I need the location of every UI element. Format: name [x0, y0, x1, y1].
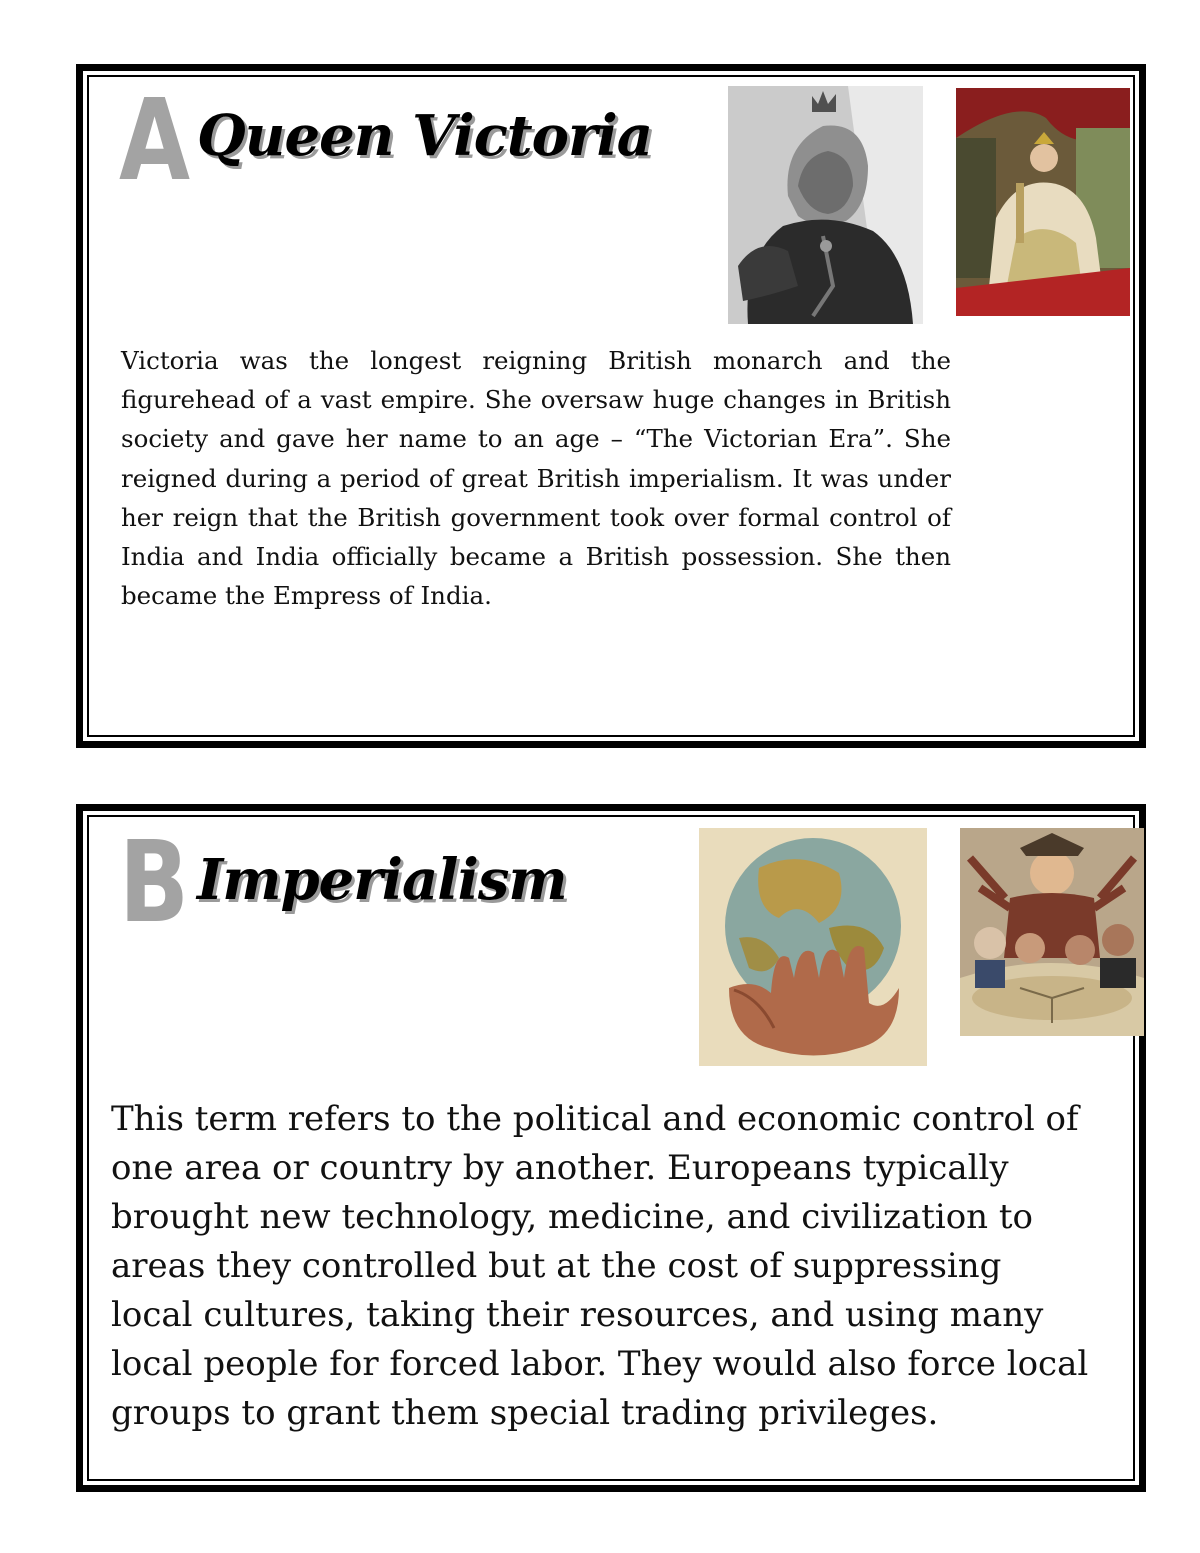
card-letter: A: [119, 76, 191, 206]
queen-victoria-portrait-painting: [956, 88, 1130, 316]
card-body-text: Victoria was the longest reigning British monarch and the figurehead of a vast empire. She oversaw huge changes in British society and gave her name to an age – “The Victorian Era”. She reigned during a period of great British imperialism. It was under her reign that the British government took over formal control of India and India officially became a British possession. She then became the Empress of India.: [121, 346, 951, 611]
card-title: Queen Victoria: [197, 103, 653, 169]
card-title: Imperialism: [197, 847, 567, 913]
card-queen-victoria: [76, 64, 1146, 748]
queen-victoria-photo: [728, 86, 923, 324]
imperialism-cartoon-image: [960, 828, 1144, 1036]
globe-in-hand-image: [699, 828, 927, 1066]
card-imperialism: [76, 804, 1146, 1492]
card-letter: B: [119, 818, 190, 948]
card-body-text: This term refers to the political and economic control of one area or country by another. Europeans typically brought new technology, medicine, and civilization to areas they controlled but at the cost of suppressing local cultures, taking their resources, and using many local people for forced labor. They would also force local groups to grant them special trading privileges.: [111, 1099, 1089, 1433]
